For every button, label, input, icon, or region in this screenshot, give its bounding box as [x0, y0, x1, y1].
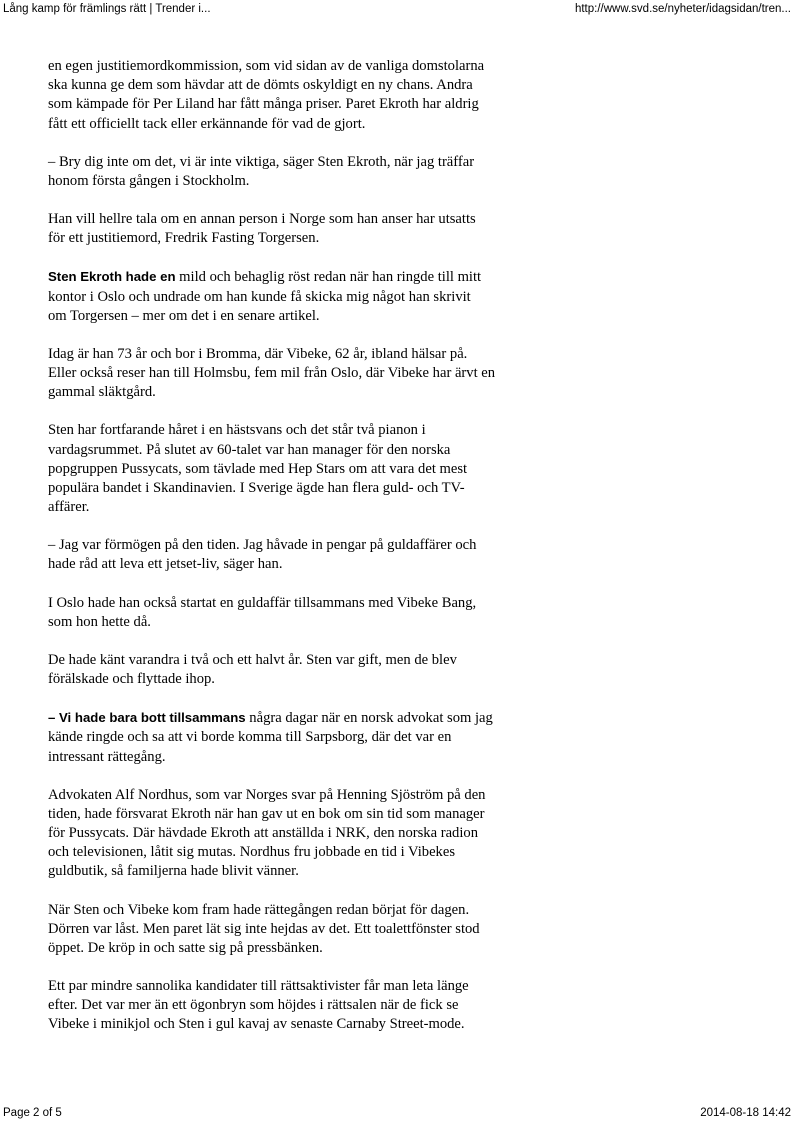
page-title: Lång kamp för främlings rätt | Trender i... — [3, 3, 211, 15]
text-line: för ett justitiemord, Fredrik Fasting Torgersen. — [48, 230, 320, 247]
text-line: – Jag var förmögen på den tiden. Jag håvade in pengar på guldaffärer och — [48, 537, 477, 554]
paragraph — [48, 901, 560, 959]
paragraph — [48, 977, 560, 1035]
page-number: Page 2 of 5 — [3, 1107, 62, 1119]
text-line: om Torgersen – mer om det i en senare artikel. — [48, 307, 320, 324]
text-line: fått ett officiellt tack eller erkännande för vad de gjort. — [48, 115, 366, 132]
text-line: som hon hette då. — [48, 613, 151, 630]
text-run: några dagar när en norsk advokat som jag — [245, 710, 493, 727]
paragraph — [48, 651, 560, 689]
text-line: Eller också reser han till Holmsbu, fem mil från Oslo, där Vibeke har ärvt en — [48, 365, 496, 381]
paragraph — [48, 786, 560, 882]
paragraph — [48, 210, 560, 248]
text-line: popgruppen Pussycats, som tävlade med Hep Stars om att vara det mest — [48, 460, 468, 477]
text-line: öppet. De kröp in och satte sig på pressbänken. — [48, 939, 323, 956]
lead-in: – Vi hade bara bott tillsammans — [48, 710, 246, 726]
text-line: som kämpade för Per Liland har fått många priser. Paret Ekroth har aldrig — [48, 96, 479, 113]
text-line: – Bry dig inte om det, vi är inte viktiga, säger Sten Ekroth, när jag träffar — [48, 153, 475, 170]
text-line: Idag är han 73 år och bor i Bromma, där Vibeke, 62 år, ibland hälsar på. — [48, 345, 468, 362]
text-line: hade råd att leva ett jetset-liv, säger han. — [48, 556, 283, 573]
text-line: affärer. — [48, 499, 90, 516]
print-footer — [0, 1104, 793, 1122]
print-datetime: 2014-08-18 14:42 — [700, 1107, 791, 1119]
text-line: vardagsrummet. På slutet av 60-talet var han manager för den norska — [48, 441, 451, 458]
text-line: tiden, hade försvarat Ekroth när han gav ut en bok om sin tid som manager — [48, 805, 485, 822]
paragraph — [48, 421, 560, 517]
text-line: I Oslo hade han också startat en guldaffär tillsammans med Vibeke Bang, — [48, 594, 477, 611]
text-line: Vibeke i minikjol och Sten i gul kavaj av senaste Carnaby Street-mode. — [48, 1016, 465, 1033]
paragraph — [48, 267, 560, 326]
text-line: honom första gången i Stockholm. — [48, 172, 250, 189]
text-line: förälskade och flyttade ihop. — [48, 671, 215, 687]
article-body — [48, 57, 560, 1054]
text-run: mild och behaglig röst redan när han ringde till mitt — [175, 269, 482, 286]
text-line: guldbutik, så familjerna hade blivit vänner. — [48, 863, 299, 880]
text-line: efter. Det var mer än ett ögonbryn som höjdes i rättsalen när de fick se — [48, 997, 459, 1014]
page-url: http://www.svd.se/nyheter/idagsidan/tren... — [574, 3, 791, 15]
text-line: ska kunna ge dem som hävdar att de dömts oskyldigt en ny chans. Andra — [48, 77, 473, 94]
lead-in: Sten Ekroth hade en — [48, 269, 176, 285]
paragraph — [48, 594, 560, 632]
text-line: När Sten och Vibeke kom fram hade rättegången redan börjat för dagen. — [48, 901, 470, 918]
text-line: Advokaten Alf Nordhus, som var Norges svar på Henning Sjöström på den — [48, 786, 486, 803]
text-line: en egen justitiemordkommission, som vid sidan av de vanliga domstolarna — [48, 58, 485, 74]
text-line: kontor i Oslo och undrade om han kunde få skicka mig något han skrivit — [48, 288, 471, 305]
text-line: intressant rättegång. — [48, 748, 166, 765]
paragraph — [48, 536, 560, 574]
text-line — [48, 708, 560, 728]
text-line: och televisionen, låtit sig mutas. Nordhus fru jobbade en tid i Vibekes — [48, 844, 455, 861]
text-line: för Pussycats. Där hävdade Ekroth att anställda i NRK, den norska radion — [48, 825, 479, 841]
text-line: kände ringde och sa att vi borde komma till Sarpsborg, där det var en — [48, 729, 452, 746]
text-line: De hade känt varandra i två och ett halvt år. Sten var gift, men de blev — [48, 651, 457, 668]
text-line: Han vill hellre tala om en annan person i Norge som han anser har utsatts — [48, 211, 476, 227]
text-line: populära bandet i Skandinavien. I Sverige ägde han flera guld- och TV- — [48, 479, 465, 496]
print-header — [0, 0, 793, 18]
paragraph — [48, 57, 560, 134]
text-line — [48, 267, 560, 287]
paragraph — [48, 153, 560, 191]
text-line: Ett par mindre sannolika kandidater till rättsaktivister får man leta länge — [48, 978, 469, 994]
paragraph — [48, 708, 560, 767]
text-line: Sten har fortfarande håret i en hästsvans och det står två pianon i — [48, 422, 426, 439]
text-line: Dörren var låst. Men paret lät sig inte hejdas av det. Ett toalettfönster stod — [48, 920, 480, 937]
text-line: gammal släktgård. — [48, 384, 156, 401]
paragraph — [48, 345, 560, 403]
